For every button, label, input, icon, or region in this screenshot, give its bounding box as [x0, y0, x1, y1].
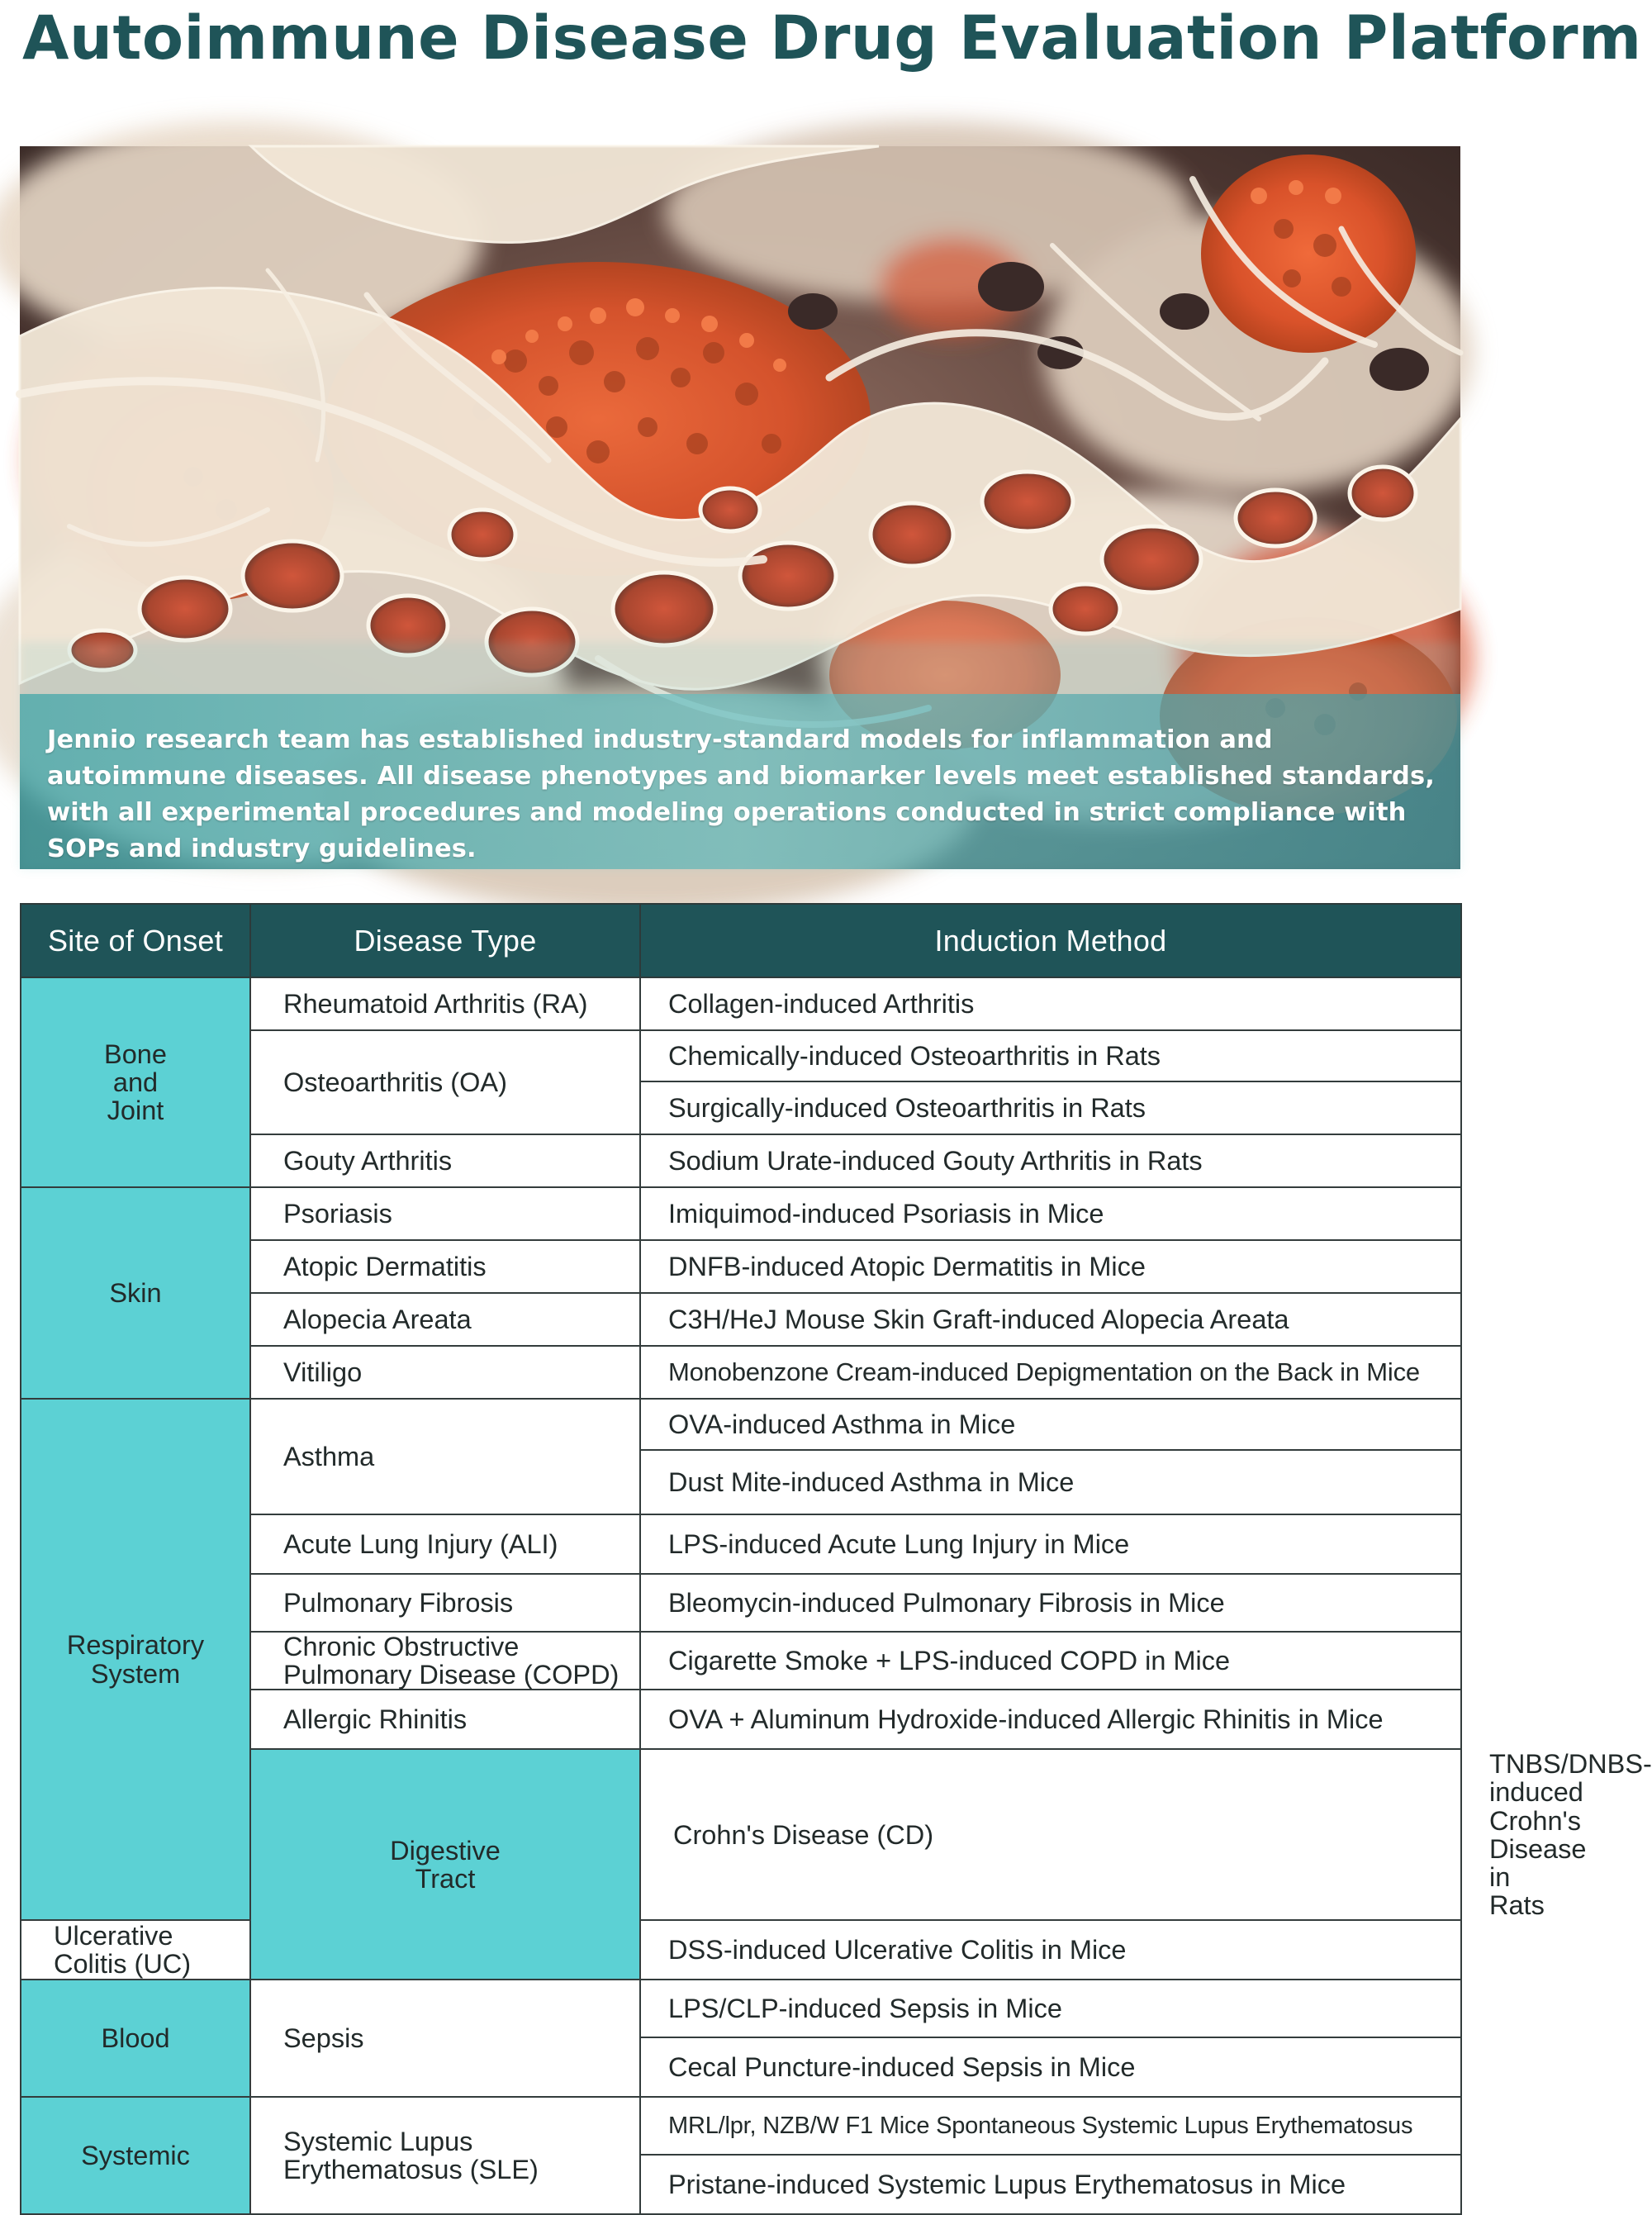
disease-asthma: Asthma [250, 1399, 640, 1514]
disease-atopic-dermatitis: Atopic Dermatitis [250, 1240, 640, 1293]
site-skin: Skin [21, 1187, 250, 1399]
disease-ulcerative-colitis: Ulcerative Colitis (UC) [21, 1920, 250, 1980]
site-respiratory-system: Respiratory System [21, 1399, 250, 1920]
method-lps-clp-sepsis: LPS/CLP-induced Sepsis in Mice [640, 1980, 1461, 2037]
disease-allergic-rhinitis: Allergic Rhinitis [250, 1690, 640, 1749]
platform-description: Jennio research team has established industry-standard models for inflammation and autoimmune diseases. All disease phenotypes and biomarker levels meet established standards, with all experimental procedures and modeling operations conducted in strict compliance with SOPs and industry guidelines. [47, 725, 1435, 863]
method-ova-induced-asthma: OVA-induced Asthma in Mice [640, 1399, 1461, 1450]
disease-acute-lung-injury: Acute Lung Injury (ALI) [250, 1514, 640, 1574]
disease-crohns: Crohn's Disease (CD) [640, 1749, 1461, 1920]
method-monobenzone-depigmentation: Monobenzone Cream-induced Depigmentation on the Back in Mice [640, 1346, 1461, 1399]
method-skin-graft-alopecia: C3H/HeJ Mouse Skin Graft-induced Alopecia Areata [640, 1293, 1461, 1346]
method-dnfb-induced-atopic-dermatitis: DNFB-induced Atopic Dermatitis in Mice [640, 1240, 1461, 1293]
table-row [21, 1980, 1461, 2037]
disease-osteoarthritis: Osteoarthritis (OA) [250, 1030, 640, 1134]
method-chemically-induced-oa: Chemically-induced Osteoarthritis in Rats [640, 1030, 1461, 1081]
table-header-row [21, 904, 1461, 977]
header-induction-method: Induction Method [640, 904, 1461, 977]
method-cecal-puncture-sepsis: Cecal Puncture-induced Sepsis in Mice [640, 2037, 1461, 2097]
method-pristane-induced-sle: Pristane-induced Systemic Lupus Erythematosus in Mice [640, 2155, 1461, 2214]
disease-pulmonary-fibrosis: Pulmonary Fibrosis [250, 1574, 640, 1632]
method-dss-induced-colitis: DSS-induced Ulcerative Colitis in Mice [640, 1920, 1461, 1980]
site-systemic: Systemic [21, 2097, 250, 2214]
header-site-of-onset: Site of Onset [21, 904, 250, 977]
table-row [21, 977, 1461, 1030]
site-digestive-tract: Digestive Tract [250, 1749, 640, 1980]
method-imiquimod-induced-psoriasis: Imiquimod-induced Psoriasis in Mice [640, 1187, 1461, 1240]
method-sodium-urate-induced-gout: Sodium Urate-induced Gouty Arthritis in Rats [640, 1134, 1461, 1187]
method-collagen-induced-arthritis: Collagen-induced Arthritis [640, 977, 1461, 1030]
disease-copd: Chronic Obstructive Pulmonary Disease (COPD) [250, 1632, 640, 1690]
disease-rheumatoid-arthritis: Rheumatoid Arthritis (RA) [250, 977, 640, 1030]
method-ova-aluminum-rhinitis: OVA + Aluminum Hydroxide-induced Allergic Rhinitis in Mice [640, 1690, 1461, 1749]
table-row [21, 1920, 1461, 1980]
hero-caption-banner [20, 694, 1460, 869]
site-bone-and-joint: Bone and Joint [21, 977, 250, 1187]
method-surgically-induced-oa: Surgically-induced Osteoarthritis in Rats [640, 1081, 1461, 1134]
page-title: Autoimmune Disease Drug Evaluation Platform [22, 3, 1642, 74]
method-cigarette-smoke-copd: Cigarette Smoke + LPS-induced COPD in Mice [640, 1632, 1461, 1690]
header-disease-type: Disease Type [250, 904, 640, 977]
disease-gouty-arthritis: Gouty Arthritis [250, 1134, 640, 1187]
method-dust-mite-induced-asthma: Dust Mite-induced Asthma in Mice [640, 1450, 1461, 1514]
method-spontaneous-sle: MRL/lpr, NZB/W F1 Mice Spontaneous Systemic Lupus Erythematosus [640, 2097, 1461, 2155]
disease-sepsis: Sepsis [250, 1980, 640, 2097]
table-row [21, 1399, 1461, 1450]
method-bleomycin-induced-fibrosis: Bleomycin-induced Pulmonary Fibrosis in Mice [640, 1574, 1461, 1632]
disease-sle: Systemic Lupus Erythematosus (SLE) [250, 2097, 640, 2214]
disease-model-table [20, 903, 1652, 2215]
table-row: Digestive Tract Crohn's Disease (CD) TNBS/DNBS-induced Crohn's Disease in Rats [21, 1749, 1461, 1920]
hero-image [20, 146, 1460, 869]
disease-alopecia-areata: Alopecia Areata [250, 1293, 640, 1346]
site-blood: Blood [21, 1980, 250, 2097]
disease-psoriasis: Psoriasis [250, 1187, 640, 1240]
table-row [21, 2097, 1461, 2155]
table-row [21, 1187, 1461, 1240]
disease-vitiligo: Vitiligo [250, 1346, 640, 1399]
method-lps-induced-ali: LPS-induced Acute Lung Injury in Mice [640, 1514, 1461, 1574]
